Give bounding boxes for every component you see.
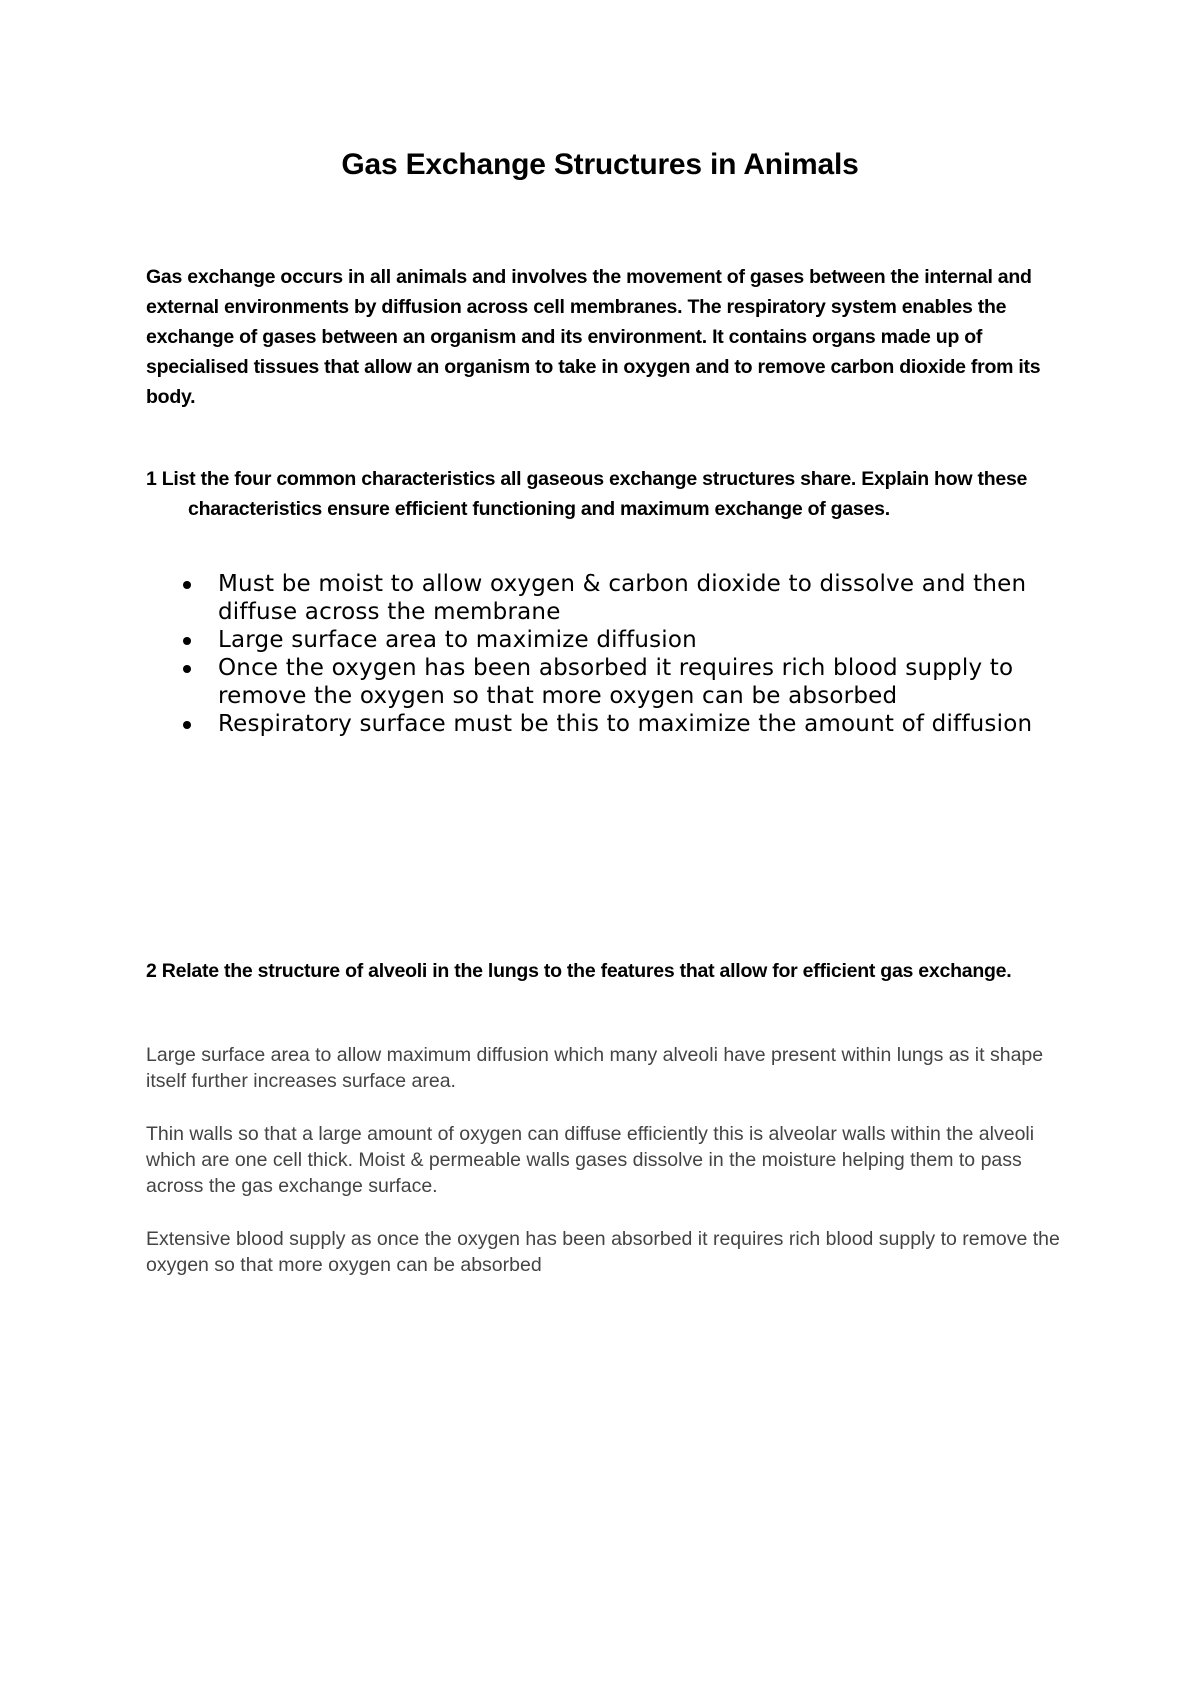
list-item (146, 654, 1076, 710)
question-1-answer-list (146, 570, 1076, 738)
intro-paragraph: Gas exchange occurs in all animals and involves the movement of gases between the internal and external environments by diffusion across cell membranes. The respiratory system enables the exchange of gases between an organism and its environment. It contains organs made up of specialised tissues that allow an organism to take in oxygen and to remove carbon dioxide from its body. (146, 266, 1041, 408)
list-item (146, 626, 1076, 654)
answer-paragraph: Large surface area to allow maximum diffusion which many alveoli have present within lungs as it shape itself further increases surface area. (146, 1044, 1044, 1092)
bullet-icon (183, 665, 191, 673)
list-item-text: Must be moist to allow oxygen & carbon dioxide to dissolve and then diffuse across the membrane (218, 571, 1027, 625)
bullet-icon (183, 637, 191, 645)
answer-paragraph: Extensive blood supply as once the oxygen has been absorbed it requires rich blood supply to remove the oxygen so that more oxygen can be absorbed (146, 1228, 1060, 1276)
question-1: 1 List the four common characteristics all gaseous exchange structures share. Explain how these characteristics ensure efficient functioning and maximum exchange of gases. (146, 468, 1028, 520)
bullet-icon (183, 721, 191, 729)
question-2: 2 Relate the structure of alveoli in the lungs to the features that allow for efficient gas exchange. (146, 960, 1012, 982)
list-item (146, 710, 1076, 738)
bullet-icon (183, 581, 191, 589)
list-item-text: Respiratory surface must be this to maximize the amount of diffusion (218, 711, 1033, 737)
answer-paragraph: Thin walls so that a large amount of oxygen can diffuse efficiently this is alveolar walls within the alveoli which are one cell thick. Moist & permeable walls gases dissolve in the moisture helping them to pass across the gas exchange surface. (146, 1123, 1035, 1197)
list-item-text: Once the oxygen has been absorbed it requires rich blood supply to remove the oxygen so that more oxygen can be absorbed (218, 655, 1014, 709)
question-2-answers (146, 1042, 1076, 1305)
list-item (146, 570, 1076, 626)
list-item-text: Large surface area to maximize diffusion (218, 627, 697, 653)
document-title: Gas Exchange Structures in Animals (341, 148, 859, 181)
